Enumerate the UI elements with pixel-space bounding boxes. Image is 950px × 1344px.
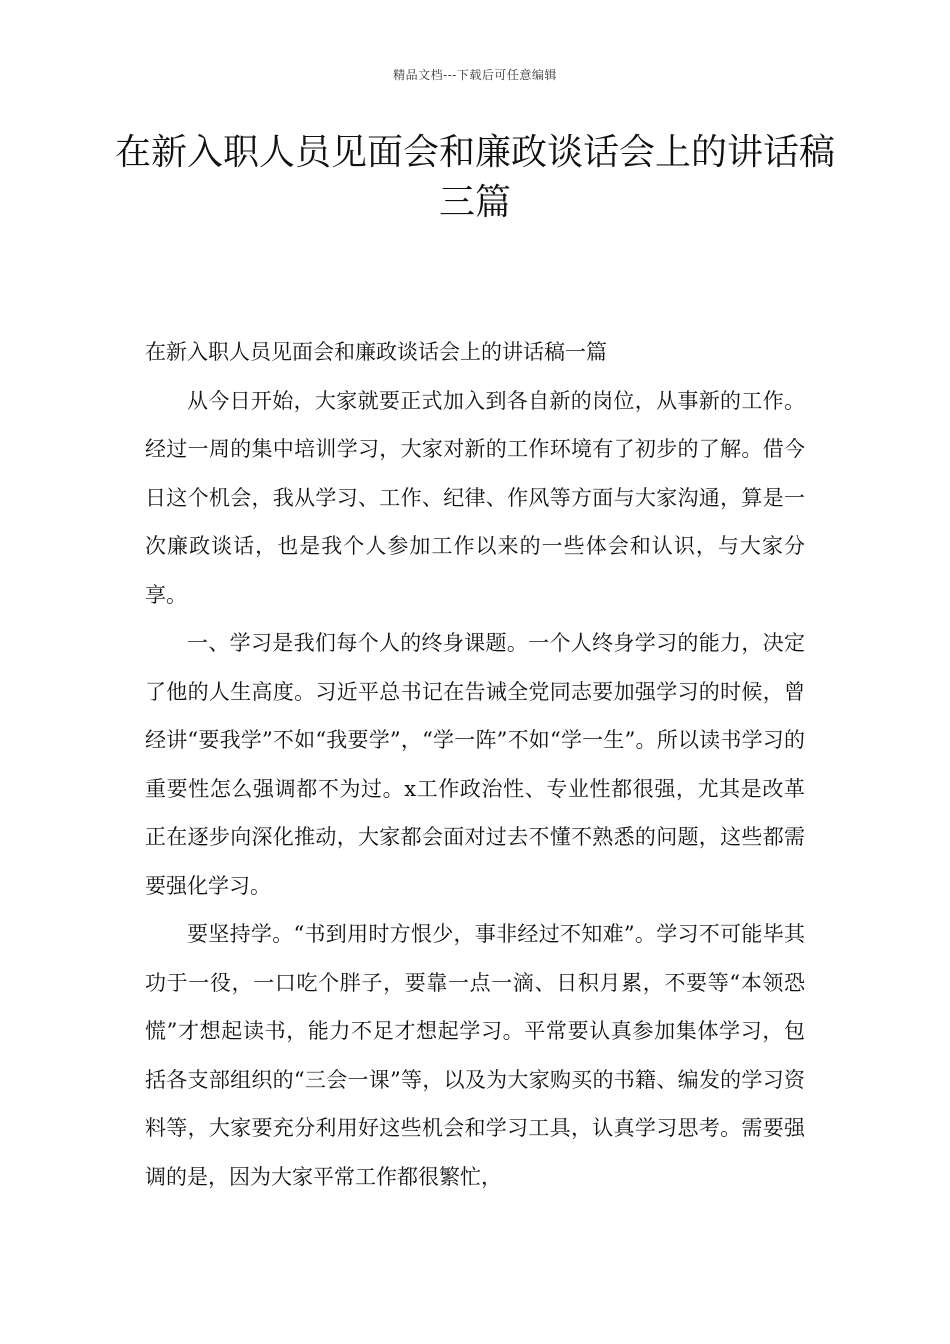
document-title: 在新入职人员见面会和廉政谈话会上的讲话稿三篇 — [114, 132, 835, 223]
section-heading: 在新入职人员见面会和廉政谈话会上的讲话稿一篇 — [145, 340, 607, 364]
paragraph-3: 要坚持学。“书到用时方恨少，事非经过不知难”。学习不可能毕其功于一役，一口吃个胖子，要靠一点一滴、日积月累，不要等“本领恐慌”才想起读书，能力不足才想起学习。平常要认真参加集体学习，包括各支部组织的“三会一课”等，以及为大家购买的书籍、编发的学习资料等，大家要充分利用好这些机会和学习工具，认真学习思考。需要强调的是，因为大家平常工作都很繁忙， — [145, 922, 805, 1189]
paragraph-2: 一、学习是我们每个人的终身课题。一个人终身学习的能力，决定了他的人生高度。习近平总书记在告诫全党同志要加强学习的时候，曾经讲“要我学”不如“我要学”，“学一阵”不如“学一生”。所以读书学习的重要性怎么强调都不为过。x工作政治性、专业性都很强，尤其是改革正在逐步向深化推动，大家都会面对过去不懂不熟悉的问题，这些都需要强化学习。 — [145, 631, 805, 898]
paragraph-1: 从今日开始，大家就要正式加入到各自新的岗位，从事新的工作。经过一周的集中培训学习，大家对新的工作环境有了初步的了解。借今日这个机会，我从学习、工作、纪律、作风等方面与大家沟通，算是一次廉政谈话，也是我个人参加工作以来的一些体会和认识，与大家分享。 — [145, 388, 805, 607]
page-header: 精品文档---下载后可任意编辑 — [393, 68, 557, 82]
document-body — [145, 328, 805, 1201]
